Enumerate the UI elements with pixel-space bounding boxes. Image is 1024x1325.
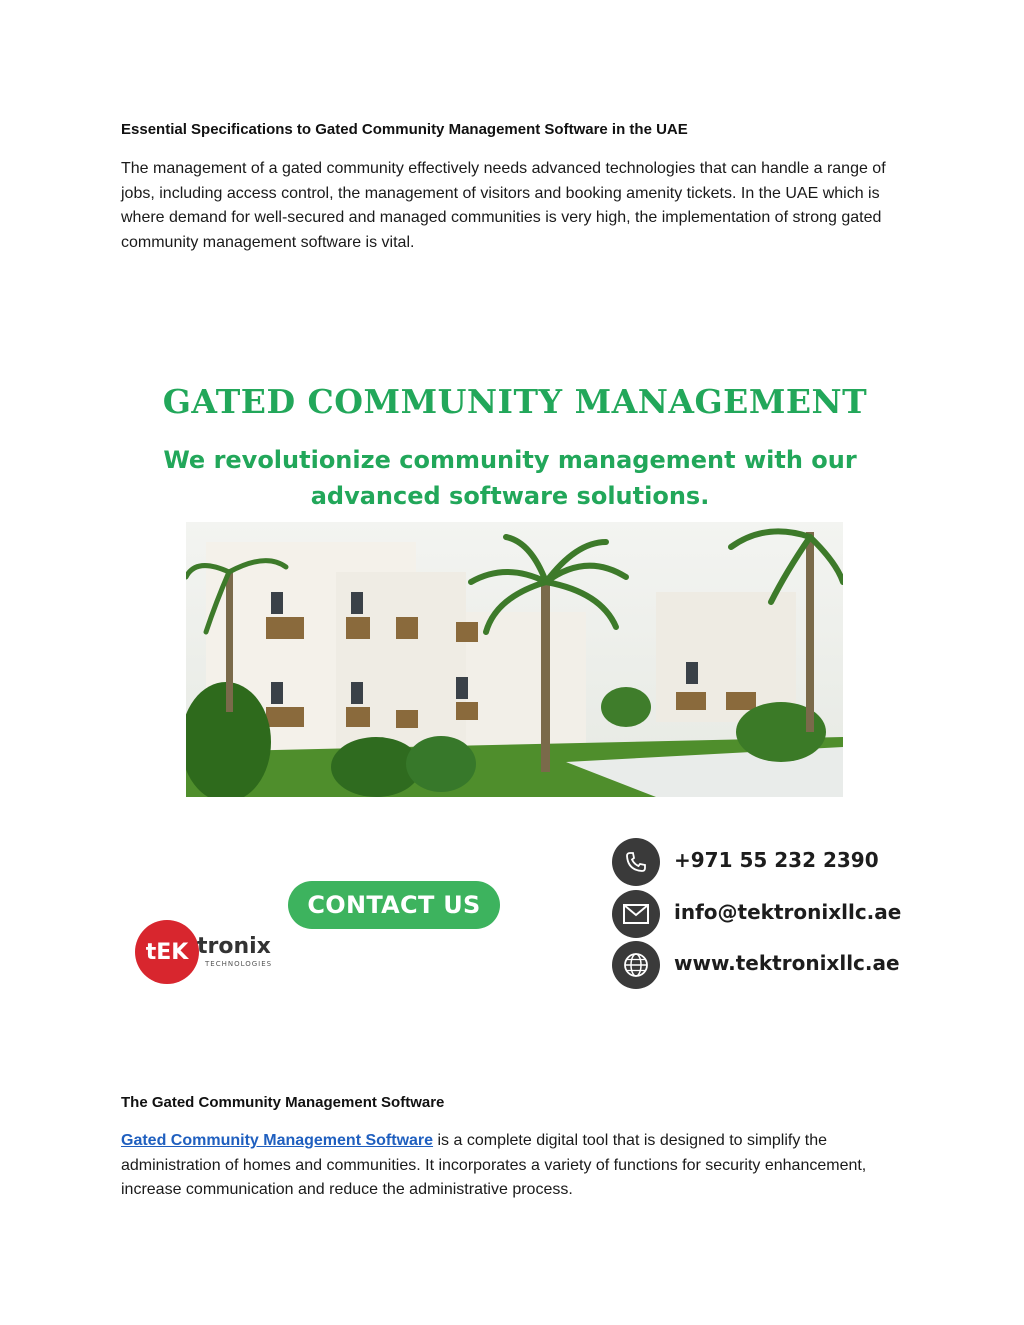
section-heading-2: The Gated Community Management Software <box>121 1094 445 1111</box>
community-photo-illustration <box>186 522 843 797</box>
banner-subtitle: We revolutionize community management with our advanced software solutions. <box>163 446 857 510</box>
banner-title: GATED COMMUNITY MANAGEMENT <box>162 382 868 421</box>
mail-icon <box>612 890 660 938</box>
email-address: info@tektronixllc.ae <box>674 900 902 924</box>
globe-icon <box>612 941 660 989</box>
contact-us-button[interactable]: CONTACT US <box>288 881 500 929</box>
email-row <box>612 890 912 940</box>
phone-row <box>612 838 912 888</box>
logo-subtitle: TECHNOLOGIES <box>205 960 273 968</box>
phone-icon <box>612 838 660 886</box>
section-heading: Essential Specifications to Gated Community Management Software in the UAE <box>121 121 688 138</box>
logo-mark: tEK <box>135 920 199 984</box>
intro-paragraph: The management of a gated community effectively needs advanced technologies that can handle a range of jobs, including access control, the management of visitors and booking amenity tickets. In the UAE which is where demand for well-secured and managed communities is very high, the implementation of strong gated community management software is vital. <box>121 160 886 251</box>
website-row <box>612 941 912 991</box>
phone-number: +971 55 232 2390 <box>674 848 879 872</box>
software-link[interactable]: Gated Community Management Software <box>121 1132 434 1149</box>
community-photo <box>186 522 843 797</box>
software-paragraph <box>121 1129 901 1203</box>
tektronix-logo <box>135 920 310 985</box>
promo-banner <box>115 370 905 1000</box>
software-paragraph-text: is a complete digital tool that is designed to simplify the administration of homes and communities. It incorporates a variety of functions for security enhancement, increase communication and reduce the administrative process. <box>121 1132 867 1198</box>
logo-name: tronix <box>197 934 271 959</box>
website-url: www.tektronixllc.ae <box>674 951 900 975</box>
